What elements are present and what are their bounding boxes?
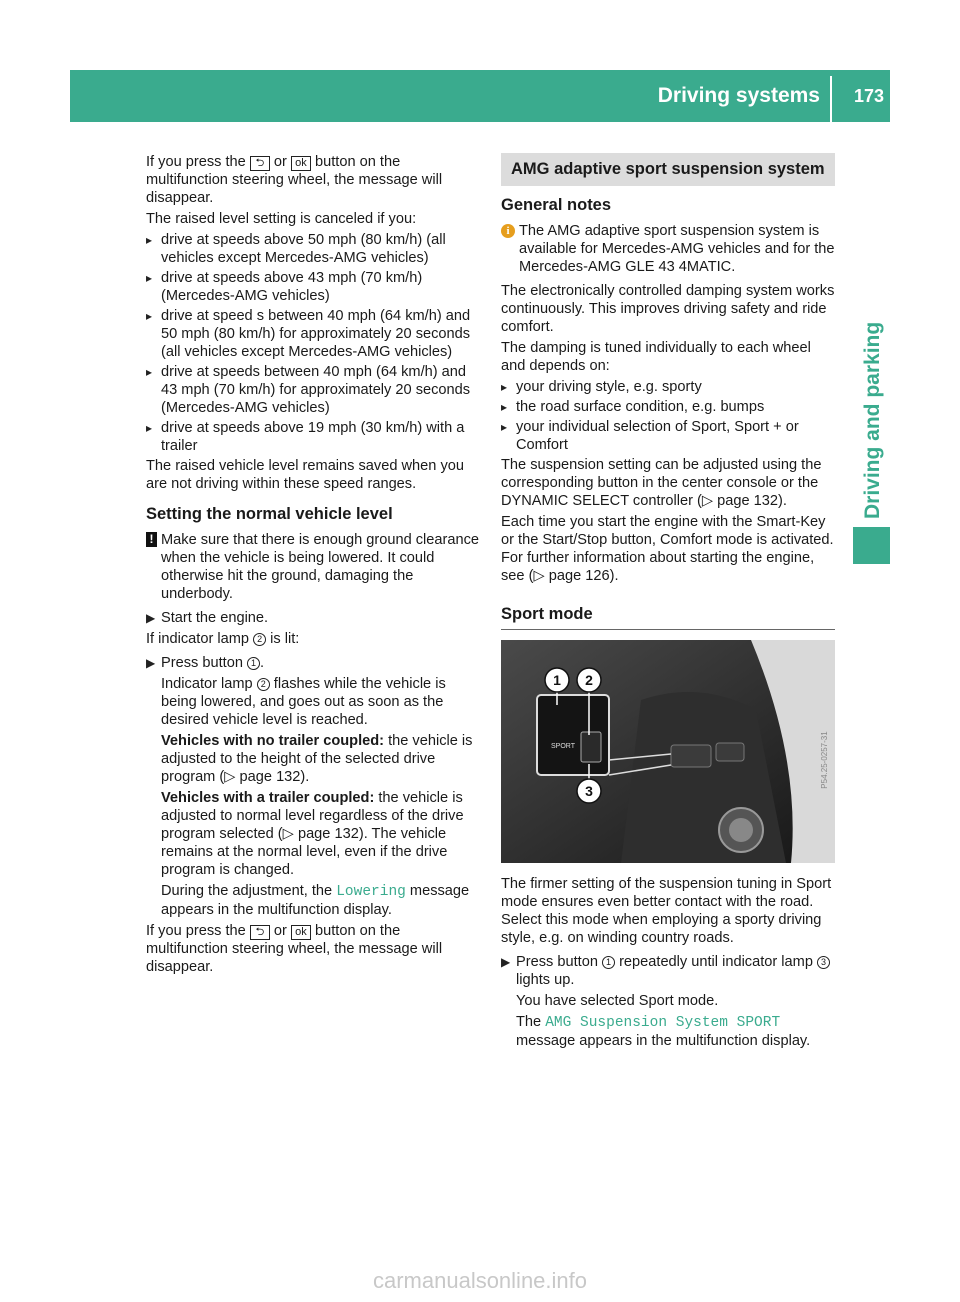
text: . <box>260 655 265 671</box>
text: The suspension setting can be adjusted using the corresponding button in the center console or the DYNAMIC SELECT controller ( <box>501 457 822 509</box>
display-message: AMG Suspension System SPORT <box>545 1015 781 1031</box>
list-item: ▸ drive at speeds above 19 mph (30 km/h) with a trailer <box>146 419 481 455</box>
list-item: ▸ drive at speeds above 50 mph (80 km/h) (all vehicles except Mercedes-AMG vehicles) <box>146 231 481 267</box>
list-item: ▸ drive at speeds above 43 mph (70 km/h) (Mercedes-AMG vehicles) <box>146 269 481 305</box>
text: ). <box>778 493 787 509</box>
result-text <box>146 732 481 786</box>
header-title: Driving systems <box>657 84 820 107</box>
page-number: 173 <box>853 86 884 106</box>
result-text <box>146 789 481 879</box>
result-text <box>146 882 481 919</box>
right-column <box>501 153 835 1053</box>
text: or <box>273 154 287 170</box>
paragraph: The raised level setting is canceled if you: <box>146 211 417 227</box>
text: If you press the <box>146 154 246 170</box>
text: During the adjustment, the <box>161 883 333 899</box>
page-header <box>70 70 890 122</box>
info-text: The AMG adaptive sport suspension system is available for Mercedes-AMG vehicles and for the Mercedes-AMG GLE 43 4MATIC. <box>519 223 835 275</box>
section-title: AMG adaptive sport suspension system <box>501 153 835 186</box>
page-reference[interactable]: page 132 <box>239 769 301 785</box>
text: or <box>273 923 287 939</box>
action-text: Start the engine. <box>161 610 269 626</box>
warning-text: Make sure that there is enough ground clearance when the vehicle is being lowered. It could otherwise hit the ground, damaging the underbody. <box>161 532 480 602</box>
callout-2: 2 <box>585 672 593 688</box>
paragraph <box>146 922 481 976</box>
text: flashes while the vehicle is being lowered, and goes out as soon as the desired vehicle level is reached. <box>161 676 446 728</box>
text: the vehicle is adjusted to the height of the selected drive program ( <box>161 733 473 785</box>
page-ref-icon: ▷ <box>701 493 718 509</box>
callout-number: 2 <box>257 678 270 691</box>
page-reference[interactable]: page 126 <box>548 568 610 584</box>
text: button on the multifunction steering wheel, the message will disappear. <box>146 154 443 206</box>
callout-number: 1 <box>247 657 260 670</box>
action-text: repeatedly until indicator lamp <box>619 954 813 970</box>
paragraph: The raised vehicle level remains saved when you are not driving within these speed ranges. <box>146 458 464 492</box>
bold-label: Vehicles with a trailer coupled: <box>161 790 375 806</box>
action-step <box>146 609 481 627</box>
page-ref-icon: ▷ <box>282 826 298 842</box>
action-text: Press button <box>516 954 598 970</box>
side-tab-label: Driving and parking <box>861 321 884 519</box>
text: message appears in the multifunction display. <box>161 883 470 918</box>
sport-button-label: SPORT <box>551 743 575 750</box>
paragraph <box>146 630 481 648</box>
action-step <box>146 654 481 672</box>
text: ). <box>300 769 310 785</box>
warning-icon: ! <box>146 532 157 547</box>
text: ). The vehicle remains at the normal level, even if the drive program is changed. <box>161 826 448 878</box>
text: If indicator lamp <box>146 631 250 647</box>
list-item: ▸ your driving style, e.g. sporty <box>501 378 835 396</box>
info-note <box>501 222 835 276</box>
arrow-icon: ▶ <box>501 955 511 969</box>
callout-1: 1 <box>553 672 561 688</box>
list-item: ▸ drive at speeds between 40 mph (64 km/h) and 43 mph (70 km/h) for approximately 20 seconds (Mercedes-AMG vehicles) <box>146 363 481 417</box>
image-code: P54.25-0257-31 <box>820 731 829 789</box>
text: If you press the <box>146 923 246 939</box>
text: ). <box>609 568 619 584</box>
center-console-photo <box>501 640 835 863</box>
paragraph: The damping is tuned individually to each wheel and depends on: <box>501 340 811 374</box>
ok-button-icon: ok <box>291 925 311 940</box>
result-text <box>146 675 481 729</box>
paragraph: The firmer setting of the suspension tuning in Sport mode ensures even better contact with the road. Select this mode when employing a sporty driving style, e.g. on winding country roads. <box>501 876 832 946</box>
display-message: Lowering <box>336 884 406 900</box>
back-button-icon: ⮌ <box>250 925 270 940</box>
page-ref-icon: ▷ <box>533 568 549 584</box>
paragraph <box>501 456 835 510</box>
action-text: lights up. <box>516 972 575 988</box>
footer-watermark: carmanualsonline.info <box>372 1268 588 1293</box>
arrow-icon: ▶ <box>146 611 156 625</box>
header-separator <box>830 76 832 122</box>
page-reference[interactable]: page 132 <box>717 493 779 509</box>
ok-button-icon: ok <box>291 156 311 171</box>
left-column <box>146 153 481 979</box>
paragraph: The electronically controlled damping system works continuously. This improves driving safety and ride comfort. <box>501 283 835 335</box>
callout-3: 3 <box>585 783 593 799</box>
result-text <box>501 1013 835 1050</box>
text: The <box>516 1014 542 1030</box>
text: button on the multifunction steering wheel, the message will disappear. <box>146 923 443 975</box>
list-item: ▸ your individual selection of Sport, Sport + or Comfort <box>501 418 835 454</box>
subsection-heading: General notes <box>501 196 612 214</box>
paragraph <box>146 153 481 207</box>
callout-number: 2 <box>253 633 266 646</box>
callout-number: 3 <box>817 956 830 969</box>
warning-note <box>146 531 481 603</box>
text: is lit: <box>270 631 300 647</box>
side-tab-marker <box>853 527 890 564</box>
action-text: Press button <box>161 655 243 671</box>
subsection-heading: Sport mode <box>501 605 835 630</box>
back-button-icon: ⮌ <box>250 156 270 171</box>
arrow-icon: ▶ <box>146 656 156 670</box>
page-reference[interactable]: page 132 <box>297 826 359 842</box>
list-item: ▸ drive at speed s between 40 mph (64 km/h) and 50 mph (80 km/h) for approximately 20 seconds (all vehicles except Mercedes-AMG vehicles) <box>146 307 481 361</box>
list-item: ▸ the road surface condition, e.g. bumps <box>501 398 835 416</box>
result-text: You have selected Sport mode. <box>516 993 719 1009</box>
text: Indicator lamp <box>161 676 253 692</box>
section-heading: Setting the normal vehicle level <box>146 505 393 523</box>
console-illustration <box>501 640 835 863</box>
bold-label: Vehicles with no trailer coupled: <box>161 733 385 749</box>
action-step <box>501 953 835 989</box>
info-icon: i <box>501 224 515 238</box>
paragraph <box>501 513 835 585</box>
callout-number: 1 <box>602 956 615 969</box>
text: the vehicle is adjusted to normal level regardless of the drive program selected ( <box>161 790 464 842</box>
side-tab <box>853 122 890 1177</box>
page-ref-icon: ▷ <box>224 769 240 785</box>
text: Each time you start the engine with the Smart-Key or the Start/Stop button, Comfort mode is activated. For further information about starting the engine, see ( <box>501 514 834 584</box>
text: message appears in the multifunction display. <box>516 1033 811 1049</box>
